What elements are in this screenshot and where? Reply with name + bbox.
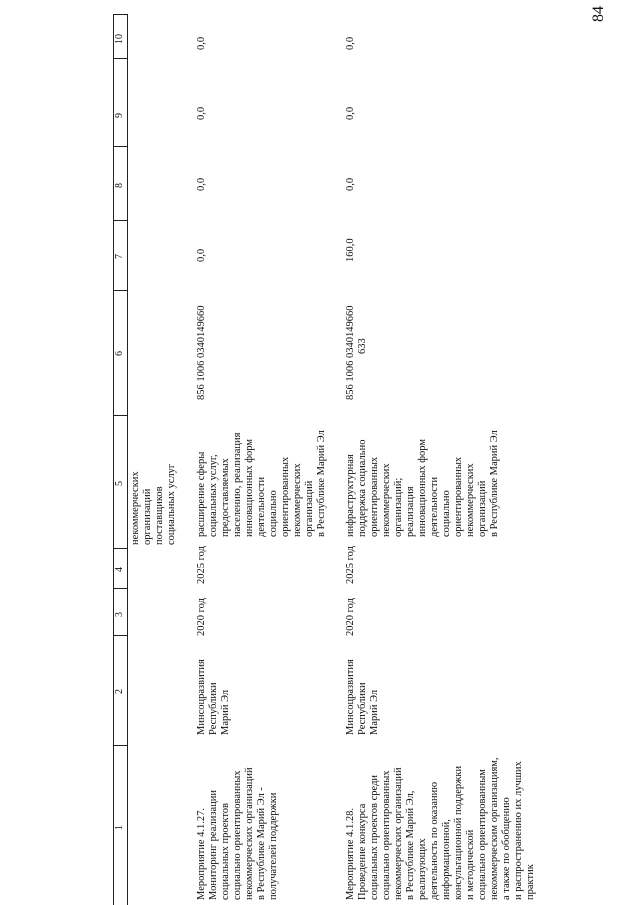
row1-col5-result bbox=[196, 430, 328, 537]
col-divider-9 bbox=[113, 146, 127, 147]
cell-line: деятельность по оказанию bbox=[429, 781, 440, 900]
cell-line: Марий Эл bbox=[369, 689, 380, 735]
header-col-6: 6 bbox=[114, 351, 125, 356]
header-col-10: 10 bbox=[114, 34, 125, 44]
cell-line: Минсоцразвития bbox=[345, 659, 356, 735]
header-border-right bbox=[127, 14, 128, 905]
row1-col2-executor bbox=[196, 659, 232, 735]
cell-line: в Республике Марий Эл - bbox=[256, 787, 267, 900]
header-col-9: 9 bbox=[114, 113, 125, 118]
col-divider-5 bbox=[113, 548, 127, 549]
header-col-1: 1 bbox=[114, 825, 125, 830]
cell-line: деятельности bbox=[256, 476, 267, 537]
row2-col10-value: 0,0 bbox=[345, 36, 356, 50]
cell-line: социально bbox=[268, 490, 279, 537]
cell-line: ориентированных bbox=[369, 456, 380, 537]
row2-col7-value: 160,0 bbox=[345, 238, 356, 262]
cell-line: инфраструктурная bbox=[345, 454, 356, 537]
continuation-line: организаций bbox=[142, 488, 153, 545]
row1-col4-end: 2025 год bbox=[196, 546, 207, 584]
cell-line: поддержка социально bbox=[357, 439, 368, 537]
cell-line: 633 bbox=[357, 338, 368, 354]
cell-line: получателей поддержки bbox=[268, 792, 279, 900]
row1-col3-start: 2020 год bbox=[196, 598, 207, 636]
col-divider-2 bbox=[113, 745, 127, 746]
cell-line: расширение сферы bbox=[196, 451, 207, 537]
cell-line: некоммерческих bbox=[292, 463, 303, 537]
cell-line: ориентированных bbox=[280, 456, 291, 537]
cell-line: Проведение конкурса bbox=[357, 803, 368, 900]
cell-line: в Республике Марий Эл bbox=[489, 430, 500, 537]
cell-line: некоммерческих организаций bbox=[244, 767, 255, 900]
cell-line: организаций bbox=[304, 480, 315, 537]
col-divider-8 bbox=[113, 220, 127, 221]
continuation-col5 bbox=[130, 464, 178, 545]
cell-line: социально ориентированных bbox=[381, 770, 392, 900]
cell-line: некоммерческим организациям, bbox=[489, 757, 500, 900]
row1-col6-code bbox=[196, 306, 208, 401]
cell-line: 856 1006 0340149660 bbox=[345, 305, 356, 400]
cell-line: Мероприятие 4.1.28. bbox=[345, 807, 356, 900]
cell-line: деятельности bbox=[429, 476, 440, 537]
col-divider-7 bbox=[113, 290, 127, 291]
row2-col5-result bbox=[345, 430, 501, 537]
cell-line: некоммерческих bbox=[465, 463, 476, 537]
cell-line: Республики bbox=[357, 682, 368, 735]
cell-line: Мероприятие 4.1.27. bbox=[196, 807, 207, 900]
cell-line: организаций bbox=[477, 480, 488, 537]
cell-line: реализующих bbox=[417, 838, 428, 900]
cell-line: социально ориентированных bbox=[232, 770, 243, 900]
row1-col8-value: 0,0 bbox=[196, 177, 207, 191]
cell-line: в Республике Марий Эл, bbox=[405, 790, 416, 900]
col-divider-4 bbox=[113, 588, 127, 589]
row2-col2-executor bbox=[345, 659, 381, 735]
header-col-7: 7 bbox=[114, 254, 125, 259]
row1-col7-value: 0,0 bbox=[196, 248, 207, 262]
header-col-8: 8 bbox=[114, 183, 125, 188]
row2-col9-value: 0,0 bbox=[345, 106, 356, 120]
row1-col9-value: 0,0 bbox=[196, 106, 207, 120]
col-divider-3 bbox=[113, 635, 127, 636]
row2-col6-code bbox=[345, 306, 369, 401]
header-col-3: 3 bbox=[114, 612, 125, 617]
table-top-border bbox=[113, 14, 127, 15]
cell-line: практик bbox=[525, 864, 536, 900]
row1-col1-event bbox=[196, 767, 280, 900]
row2-col4-end: 2025 год bbox=[345, 546, 356, 584]
cell-line: предоставляемых bbox=[220, 458, 231, 537]
cell-line: Мониторинг реализации bbox=[208, 790, 219, 900]
cell-line: а также по обобщению bbox=[501, 797, 512, 900]
cell-line: и методической bbox=[465, 829, 476, 900]
cell-line: Марий Эл bbox=[220, 689, 231, 735]
continuation-line: социальных услуг bbox=[166, 463, 177, 545]
row1-col10-value: 0,0 bbox=[196, 36, 207, 50]
continuation-line: некоммерческих bbox=[130, 471, 141, 545]
cell-line: социально ориентированным bbox=[477, 769, 488, 900]
cell-line: социальных проектов bbox=[220, 802, 231, 900]
cell-line: социально bbox=[441, 490, 452, 537]
cell-line: некоммерческих bbox=[381, 463, 392, 537]
cell-line: некоммерческих организаций bbox=[393, 767, 404, 900]
header-col-5: 5 bbox=[114, 481, 125, 486]
cell-line: реализация bbox=[405, 486, 416, 537]
header-border-left bbox=[113, 14, 114, 905]
header-col-4: 4 bbox=[114, 567, 125, 572]
cell-line: и распространению их лучших bbox=[513, 761, 524, 900]
cell-line: инновационных форм bbox=[417, 438, 428, 537]
page-number: 84 bbox=[590, 6, 607, 22]
cell-line: Минсоцразвития bbox=[196, 659, 207, 735]
row2-col3-start: 2020 год bbox=[345, 598, 356, 636]
cell-line: в Республике Марий Эл bbox=[316, 430, 327, 537]
cell-line: ориентированных bbox=[453, 456, 464, 537]
col-divider-10 bbox=[113, 58, 127, 59]
cell-line: социальных услуг, bbox=[208, 454, 219, 537]
row2-col8-value: 0,0 bbox=[345, 177, 356, 191]
header-col-2: 2 bbox=[114, 689, 125, 694]
row2-col1-event bbox=[345, 757, 537, 900]
cell-line: консультационной поддержки bbox=[453, 765, 464, 900]
cell-line: инновационных форм bbox=[244, 438, 255, 537]
cell-line: социальных проектов среди bbox=[369, 774, 380, 900]
cell-line: организаций; bbox=[393, 477, 404, 537]
cell-line: населению, реализация bbox=[232, 432, 243, 537]
continuation-line: поставщиков bbox=[154, 486, 165, 545]
cell-line: Республики bbox=[208, 682, 219, 735]
cell-line: 856 1006 0340149660 bbox=[196, 305, 207, 400]
col-divider-6 bbox=[113, 415, 127, 416]
cell-line: информационной, bbox=[441, 819, 452, 900]
